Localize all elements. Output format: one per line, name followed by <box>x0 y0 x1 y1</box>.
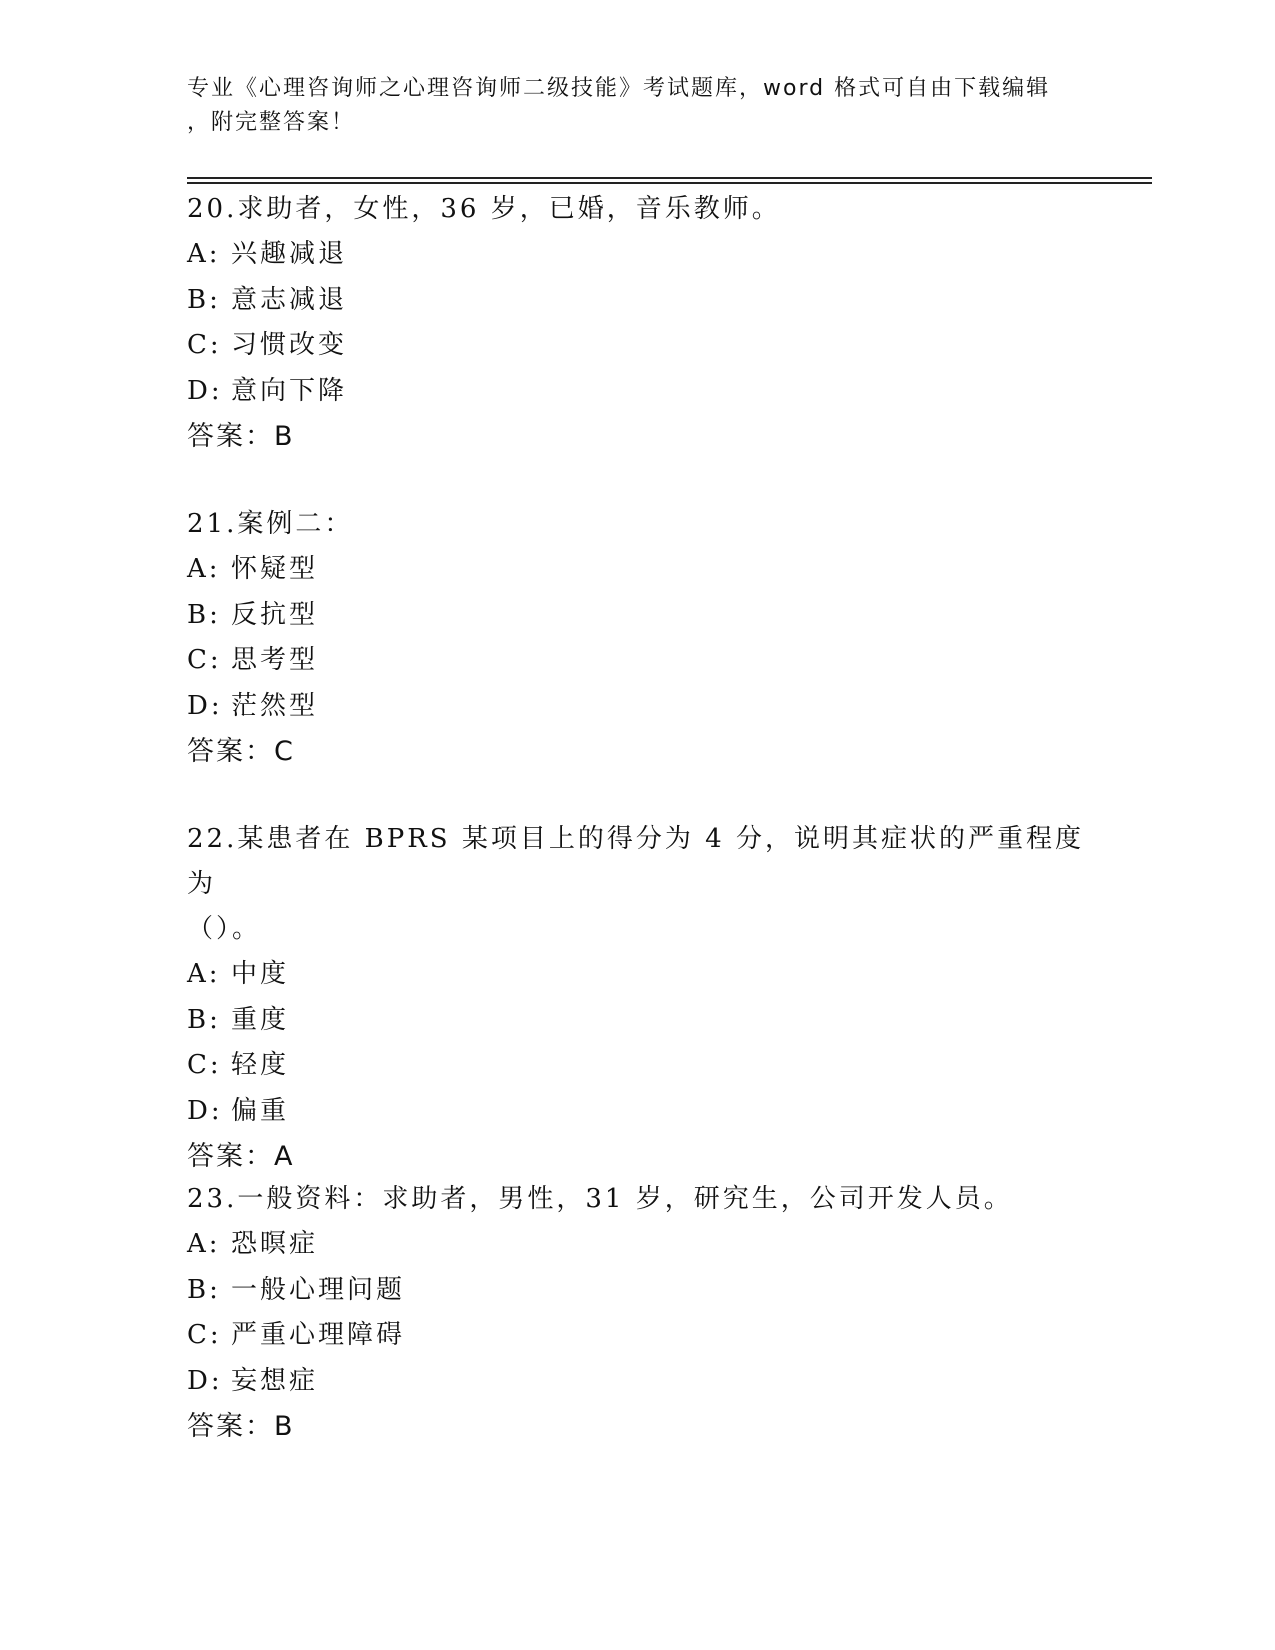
question-22 <box>187 817 1087 1180</box>
header-line-1: 专业《心理咨询师之心理咨询师二级技能》考试题库，word 格式可自由下载编辑 <box>187 76 1051 101</box>
answer-line: 答案：B <box>187 421 295 452</box>
option-letter: C: <box>187 1050 222 1080</box>
option-letter: D: <box>187 1365 223 1396</box>
option-c <box>187 323 1087 369</box>
option-b <box>187 278 1087 324</box>
option-text: 意志减退 <box>231 284 348 315</box>
option-c <box>187 1043 1087 1089</box>
question-stem: 23.一般资料：求助者，男性，31 岁，研究生，公司开发人员。 <box>187 1184 1013 1214</box>
document-header <box>187 72 1087 140</box>
option-letter: D: <box>187 690 223 721</box>
option-d <box>187 369 1087 415</box>
option-text: 怀疑型 <box>231 554 319 584</box>
answer-line: 答案：B <box>187 1411 295 1442</box>
option-c <box>187 638 1087 684</box>
option-letter: B: <box>187 1274 221 1305</box>
option-text: 习惯改变 <box>231 330 348 360</box>
option-text: 思考型 <box>231 645 319 675</box>
option-c <box>187 1313 1087 1359</box>
option-d <box>187 1359 1087 1405</box>
option-letter: C: <box>187 330 222 360</box>
option-text: 严重心理障碍 <box>231 1320 406 1350</box>
option-text: 意向下降 <box>231 375 348 406</box>
question-stem: 20.求助者，女性，36 岁，已婚，音乐教师。 <box>187 194 781 224</box>
header-divider-bottom <box>187 182 1152 184</box>
option-text: 妄想症 <box>231 1365 319 1396</box>
option-b <box>187 593 1087 639</box>
option-text: 轻度 <box>231 1050 290 1080</box>
option-d <box>187 1089 1087 1135</box>
option-a <box>187 232 1087 278</box>
option-letter: A: <box>187 239 221 269</box>
option-letter: D: <box>187 375 223 406</box>
question-23 <box>187 1177 1087 1450</box>
option-letter: A: <box>187 554 221 584</box>
answer-line: 答案：A <box>187 1141 295 1172</box>
option-text: 重度 <box>231 1004 290 1035</box>
option-text: 一般心理问题 <box>231 1274 406 1305</box>
answer-line: 答案：C <box>187 736 295 767</box>
question-stem: 22.某患者在 BPRS 某项目上的得分为 4 分，说明其症状的严重程度为 （）。 <box>187 824 1084 944</box>
option-text: 中度 <box>231 959 290 989</box>
option-a <box>187 1222 1087 1268</box>
option-letter: D: <box>187 1095 223 1126</box>
option-letter: B: <box>187 599 221 630</box>
question-21 <box>187 502 1087 775</box>
option-text: 兴趣减退 <box>231 239 348 269</box>
option-text: 反抗型 <box>231 599 319 630</box>
option-a <box>187 547 1087 593</box>
option-a <box>187 952 1087 998</box>
option-letter: B: <box>187 284 221 315</box>
header-divider-top <box>187 177 1152 179</box>
option-text: 茫然型 <box>231 690 319 721</box>
option-b <box>187 998 1087 1044</box>
question-20 <box>187 187 1087 460</box>
option-letter: C: <box>187 1320 222 1350</box>
option-letter: A: <box>187 959 221 989</box>
option-letter: A: <box>187 1229 221 1259</box>
option-letter: C: <box>187 645 222 675</box>
option-letter: B: <box>187 1004 221 1035</box>
option-text: 偏重 <box>231 1095 290 1126</box>
question-stem: 21.案例二： <box>187 509 354 539</box>
option-b <box>187 1268 1087 1314</box>
header-line-2: ，附完整答案！ <box>187 110 356 135</box>
option-text: 恐暝症 <box>231 1229 319 1259</box>
option-d <box>187 684 1087 730</box>
